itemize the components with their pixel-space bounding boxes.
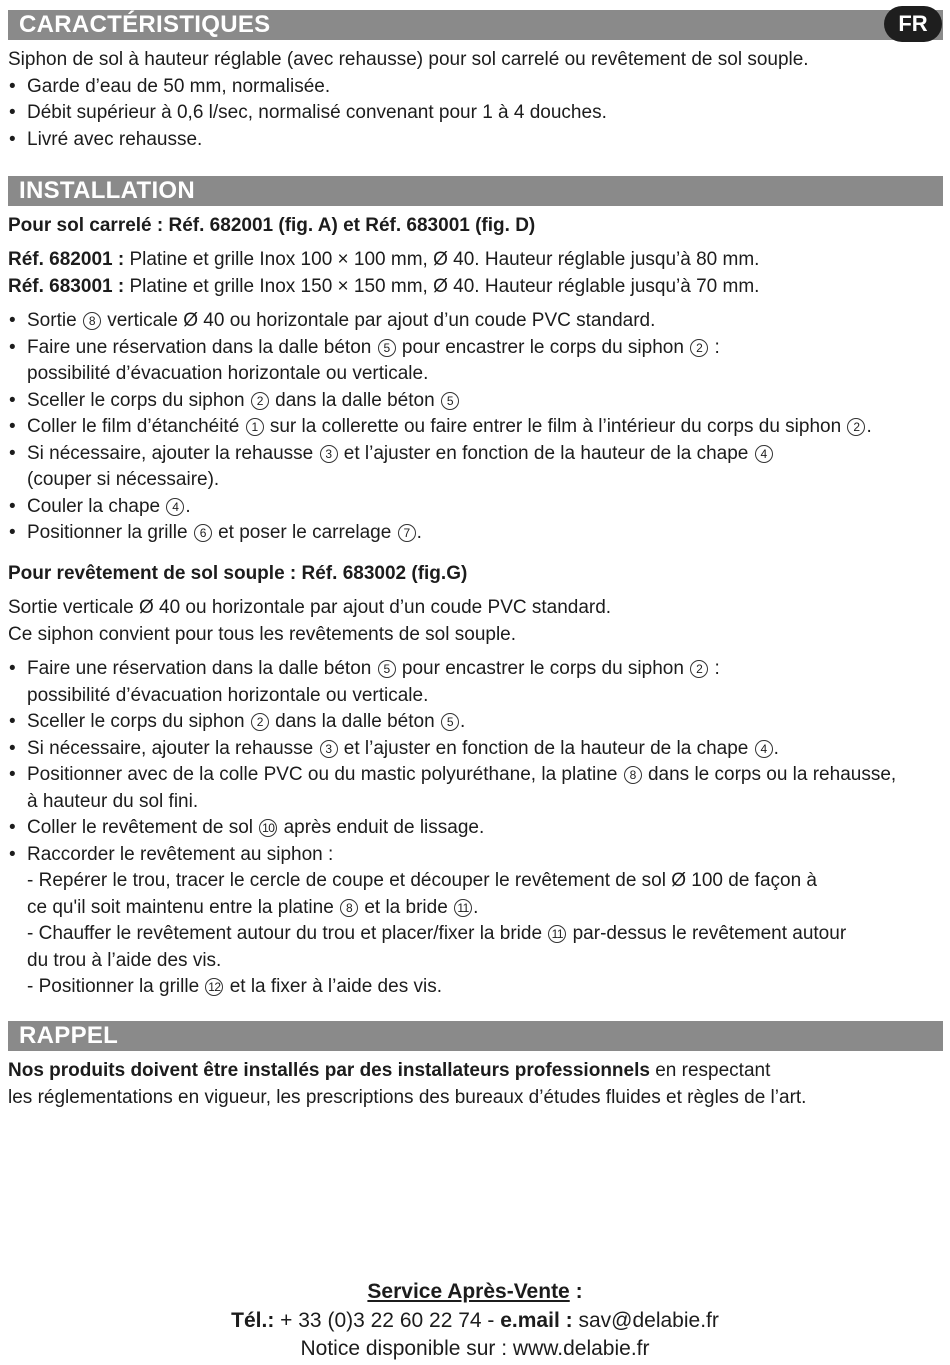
footer (0, 1278, 950, 1364)
list-item: • Couler la chape 4 . (8, 494, 938, 521)
list-item-continuation: possibilité d’évacuation horizontale ou verticale. (27, 684, 429, 706)
email-link[interactable]: sav@delabie.fr (578, 1308, 719, 1332)
callout-marker: 5 (441, 392, 459, 410)
callout-marker: 12 (205, 978, 223, 996)
service-title: Service Après-Vente : (367, 1280, 583, 1303)
sub-step: - Positionner la grille 12 et la fixer à l’aide des vis. (27, 976, 442, 997)
souple-heading: Pour revêtement de sol souple : Réf. 683002 (fig.G) (8, 563, 468, 584)
list-item: • Positionner la grille 6 et poser le carrelage 7 . (8, 520, 938, 547)
list-item: • Faire une réservation dans la dalle béton 5 pour encastrer le corps du siphon 2 : (8, 335, 938, 362)
callout-marker: 8 (624, 766, 642, 784)
souple-intro-2: Ce siphon convient pour tous les revêtements de sol souple. (8, 623, 517, 645)
callout-marker: 11 (454, 899, 472, 917)
carrele-heading: Pour sol carrelé : Réf. 682001 (fig. A) et Réf. 683001 (fig. D) (8, 215, 536, 236)
callout-marker: 2 (251, 392, 269, 410)
rappel-line-2: les réglementations en vigueur, les prescriptions des bureaux d’études fluides et règles de l’art. (8, 1086, 807, 1108)
caracteristiques-content (8, 47, 938, 153)
rappel-content (8, 1058, 938, 1111)
sub-step: - Chauffer le revêtement autour du trou et placer/fixer la bride 11 par-dessus le revêtement autour (27, 923, 847, 944)
contact-line: Tél.: + 33 (0)3 22 60 22 74 - e.mail : sav@delabie.fr (231, 1308, 719, 1332)
caracteristiques-intro: Siphon de sol à hauteur réglable (avec rehausse) pour sol carrelé ou revêtement de sol souple. (8, 49, 809, 70)
list-item: • Coller le revêtement de sol 10 après enduit de lissage. (8, 815, 938, 842)
list-item: • Sceller le corps du siphon 2 dans la dalle béton 5 (8, 388, 938, 415)
callout-marker: 3 (320, 740, 338, 758)
list-item: • Sceller le corps du siphon 2 dans la dalle béton 5 . (8, 709, 938, 736)
list-item: • Si nécessaire, ajouter la rehausse 3 et l’ajuster en fonction de la hauteur de la chape 4 . (8, 736, 938, 763)
list-item: • Coller le film d’étanchéité 1 sur la collerette ou faire entrer le film à l’intérieur du corps du siphon 2 . (8, 414, 938, 441)
callout-marker: 2 (690, 339, 708, 357)
list-item: • Livré avec rehausse. (8, 127, 938, 154)
sub-step-continuation: du trou à l’aide des vis. (27, 949, 222, 971)
callout-marker: 11 (548, 925, 566, 943)
list-item: • Faire une réservation dans la dalle béton 5 pour encastrer le corps du siphon 2 : (8, 656, 938, 683)
language-badge: FR (884, 6, 942, 42)
callout-marker: 5 (378, 660, 396, 678)
sub-step-continuation: ce qu'il soit maintenu entre la platine 8 et la bride 11 . (27, 896, 479, 918)
callout-marker: 10 (259, 819, 277, 837)
callout-marker: 5 (378, 339, 396, 357)
callout-marker: 7 (398, 524, 416, 542)
callout-marker: 2 (251, 713, 269, 731)
list-item-continuation: à hauteur du sol fini. (27, 790, 199, 812)
rappel-line-1: Nos produits doivent être installés par des installateurs professionnels en respectant (8, 1060, 771, 1081)
sub-step: - Repérer le trou, tracer le cercle de coupe et découper le revêtement de sol Ø 100 de façon à (27, 870, 818, 891)
list-item-continuation: (couper si nécessaire). (27, 469, 220, 490)
callout-marker: 8 (340, 899, 358, 917)
caracteristiques-header: CARACTÉRISTIQUES (8, 10, 943, 40)
souple-intro-1: Sortie verticale Ø 40 ou horizontale par ajout d’un coude PVC standard. (8, 597, 612, 618)
list-item: • Débit supérieur à 0,6 l/sec, normalisé convenant pour 1 à 4 douches. (8, 100, 938, 127)
rappel-header: RAPPEL (8, 1021, 943, 1051)
notice-line: Notice disponible sur : www.delabie.fr (300, 1337, 650, 1360)
callout-marker: 8 (83, 312, 101, 330)
callout-marker: 2 (847, 418, 865, 436)
callout-marker: 3 (320, 445, 338, 463)
callout-marker: 6 (194, 524, 212, 542)
callout-marker: 2 (690, 660, 708, 678)
callout-marker: 5 (441, 713, 459, 731)
list-item-continuation: possibilité d’évacuation horizontale ou verticale. (27, 363, 429, 384)
list-item: • Garde d’eau de 50 mm, normalisée. (8, 74, 938, 101)
callout-marker: 4 (166, 498, 184, 516)
callout-marker: 4 (755, 445, 773, 463)
ref-683001-line: Réf. 683001 : Platine et grille Inox 150 × 150 mm, Ø 40. Hauteur réglable jusqu’à 70 mm. (8, 275, 760, 297)
installation-souple (8, 561, 938, 1001)
installation-carrele (8, 213, 938, 547)
ref-682001-line: Réf. 682001 : Platine et grille Inox 100 × 100 mm, Ø 40. Hauteur réglable jusqu’à 80 mm. (8, 249, 760, 270)
callout-marker: 4 (755, 740, 773, 758)
list-item: • Sortie 8 verticale Ø 40 ou horizontale par ajout d’un coude PVC standard. (8, 308, 938, 335)
callout-marker: 1 (246, 418, 264, 436)
phone-number: + 33 (0)3 22 60 22 74 - (280, 1308, 495, 1332)
list-item: • Si nécessaire, ajouter la rehausse 3 et l’ajuster en fonction de la hauteur de la chape 4 (8, 441, 938, 468)
list-item: • Raccorder le revêtement au siphon : (8, 842, 938, 869)
list-item: • Positionner avec de la colle PVC ou du mastic polyuréthane, la platine 8 dans le corps ou la rehausse, (8, 762, 938, 789)
installation-header: INSTALLATION (8, 176, 943, 206)
